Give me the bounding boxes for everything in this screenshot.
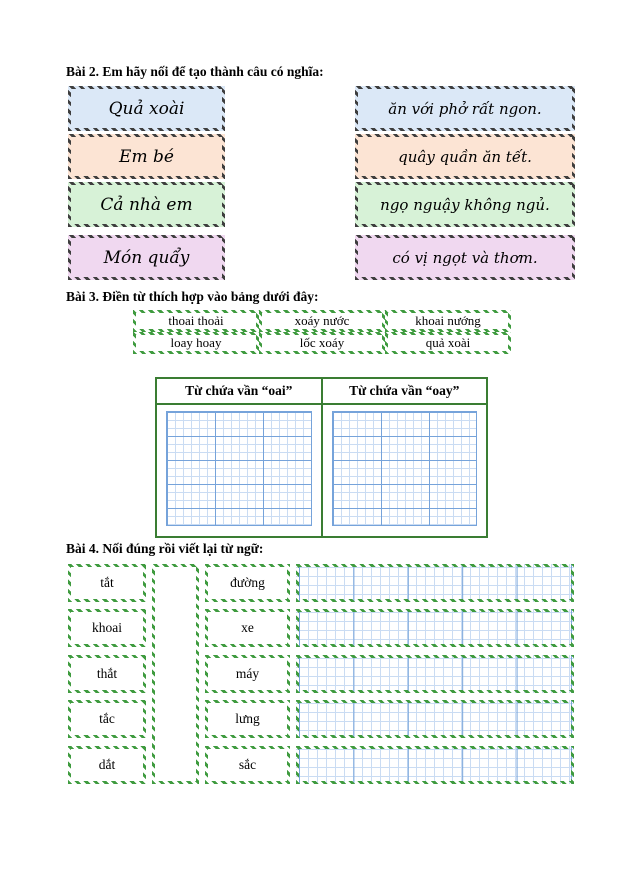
bank-word: thoai thoải [133, 310, 259, 332]
bai4-mid-word-2: xe [241, 620, 254, 635]
bai3-title: Bài 3. Điền từ thích hợp vào bảng dưới đây: [66, 289, 319, 304]
bai4-left-word-2: khoai [92, 620, 122, 635]
bai4-left-word-4: tắc [99, 711, 115, 726]
bai4-grid-strip-5 [296, 746, 574, 784]
bank-word: lốc xoáy [259, 332, 385, 354]
bai4-title: Bài 4. Nối đúng rồi viết lại từ ngữ: [66, 541, 264, 556]
bai3-col2-writing-area [323, 405, 487, 536]
bai2-left-label-1: Quả xoài [108, 98, 185, 119]
bai2-right-label-4: có vị ngọt và thơm. [392, 248, 538, 267]
bai4-left-box-5 [68, 746, 146, 784]
bai4-mid-box-5 [205, 746, 290, 784]
bai4-left-word-3: thắt [96, 666, 118, 681]
bai4-left-box-3 [68, 655, 146, 693]
bai2-left-box-1 [68, 86, 225, 131]
bai3-table [155, 377, 488, 538]
bai3-col1-writing-area [157, 405, 321, 536]
bai4-connector-box [152, 564, 199, 784]
bai3-col2-header: Từ chứa vần “oay” [323, 379, 487, 405]
bai3-col-oay [323, 379, 487, 536]
bai4-grid-strip-3 [296, 655, 574, 693]
bai4-mid-box-4 [205, 700, 290, 738]
bai4-grid-strip-1 [296, 564, 574, 602]
bai2-right-label-2: quây quần ăn tết. [398, 147, 532, 166]
bai2-right-box-4 [355, 235, 575, 280]
bank-word: quả xoài [385, 332, 511, 354]
bai3-col2-grid [332, 411, 478, 526]
bai4-left-word-5: dắt [98, 757, 116, 772]
bai4-left-word-1: tắt [100, 575, 114, 590]
bai4-mid-word-1: đường [230, 575, 265, 590]
bai2-left-box-3 [68, 182, 225, 227]
bai2-right-label-3: ngọ nguậy không ngủ. [380, 195, 550, 214]
bai4-left-box-1 [68, 564, 146, 602]
bank-word: khoai nướng [385, 310, 511, 332]
bai4-mid-word-3: máy [235, 666, 260, 681]
bai2-right-box-3 [355, 182, 575, 227]
bai2-left-box-4 [68, 235, 225, 280]
bai2-right-box-1 [355, 86, 575, 131]
bai3-col1-header: Từ chứa vần “oai” [157, 379, 321, 405]
bai4-mid-box-1 [205, 564, 290, 602]
bai3-col1-grid [166, 411, 312, 526]
bai4-left-box-4 [68, 700, 146, 738]
bai3-col-oai [157, 379, 323, 536]
bai2-left-label-4: Món quẩy [103, 247, 190, 268]
bank-word: loay hoay [133, 332, 259, 354]
bai2-right-box-2 [355, 134, 575, 179]
bai2-title: Bài 2. Em hãy nối để tạo thành câu có nghĩa: [66, 64, 324, 79]
bai4-mid-box-2 [205, 609, 290, 647]
bai2-left-label-2: Em bé [119, 146, 174, 167]
bai2-right-label-1: ăn với phở rất ngon. [388, 99, 542, 118]
bai4-grid-strip-2 [296, 609, 574, 647]
bai4-mid-word-4: lưng [235, 711, 260, 726]
bai4-grid-strip-4 [296, 700, 574, 738]
bai3-word-bank [133, 310, 511, 354]
bai2-left-label-3: Cả nhà em [100, 194, 193, 215]
bai4-left-box-2 [68, 609, 146, 647]
bank-word: xoáy nước [259, 310, 385, 332]
bai4-mid-box-3 [205, 655, 290, 693]
bai2-left-box-2 [68, 134, 225, 179]
bai4-mid-word-5: sắc [238, 757, 257, 772]
